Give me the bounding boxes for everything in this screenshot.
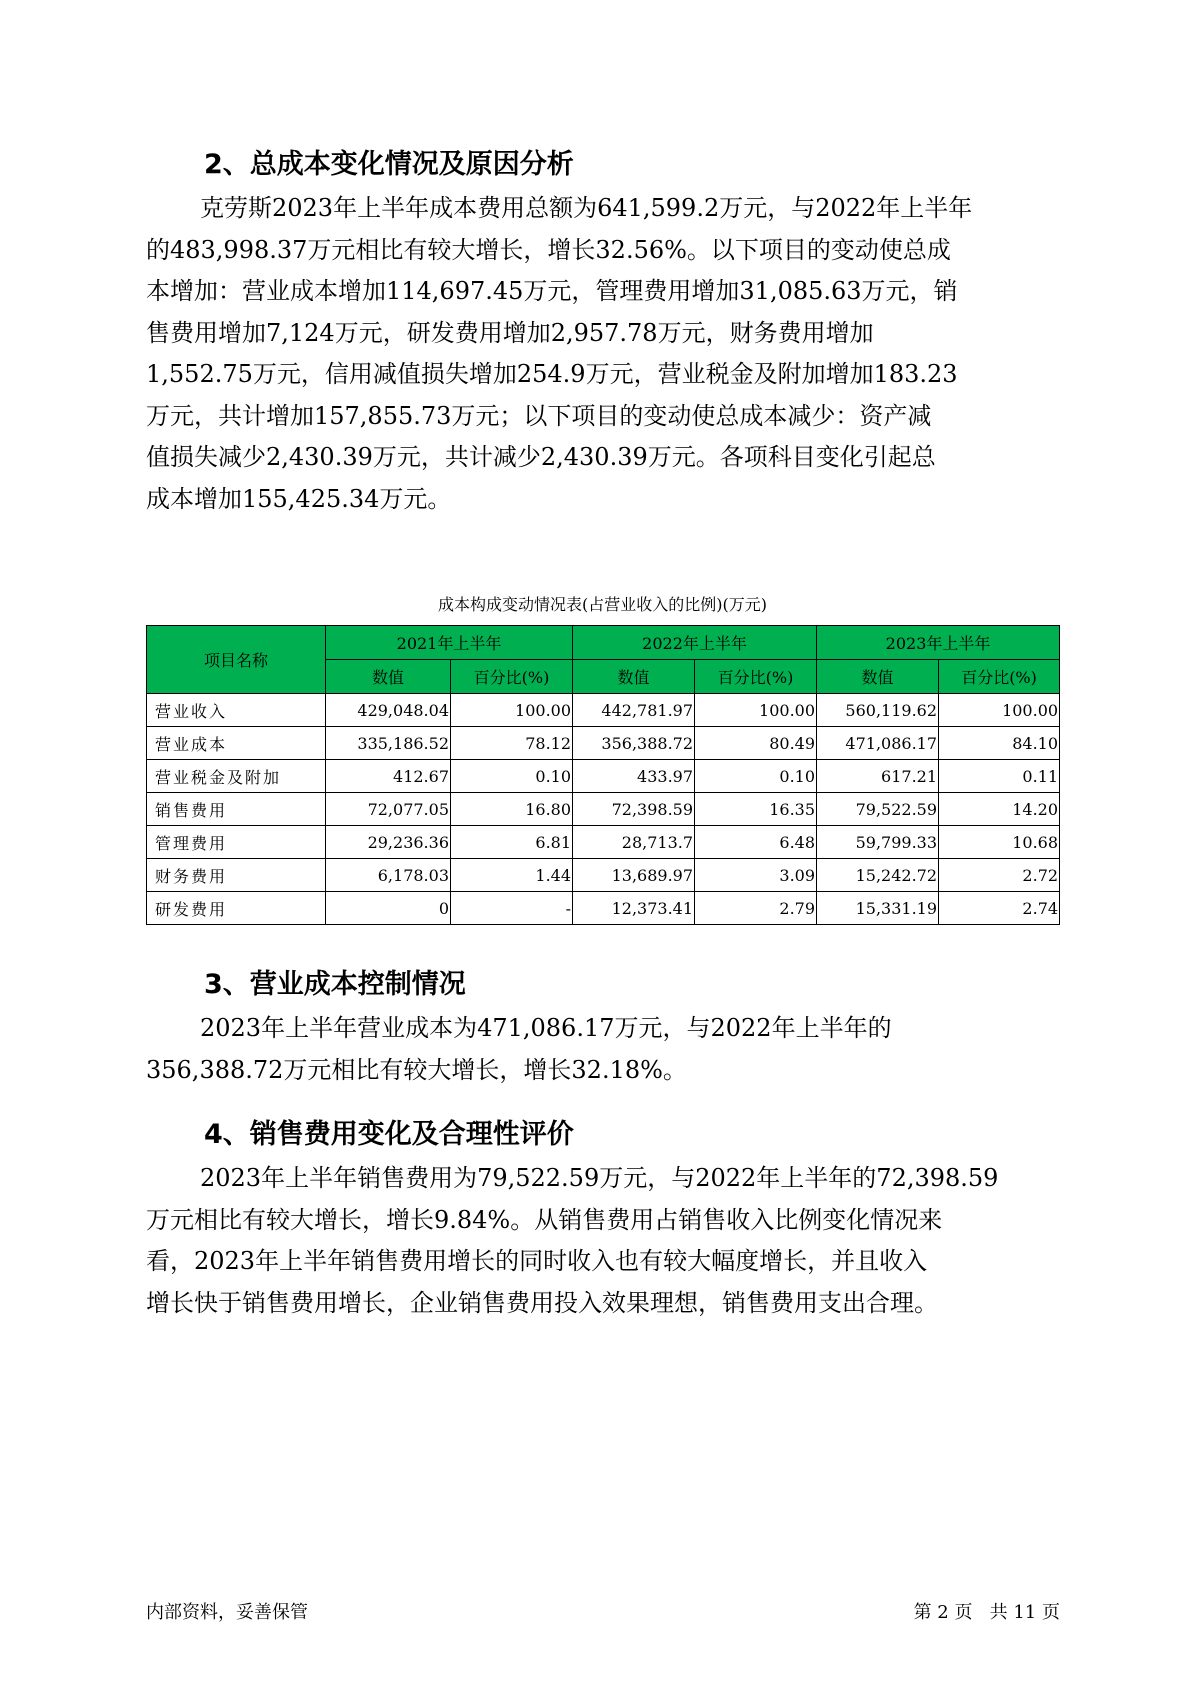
value-2023: 617.21 (817, 760, 939, 793)
value-2021: 335,186.52 (326, 727, 451, 760)
section-4-heading: 4、销售费用变化及合理性评价 (204, 1119, 574, 1150)
sub-header-value: 数值 (326, 660, 451, 694)
sub-header-percent: 百分比(%) (451, 660, 573, 694)
sub-header-percent: 百分比(%) (939, 660, 1060, 694)
row-name: 财务费用 (147, 859, 326, 892)
value-2022: 442,781.97 (573, 694, 695, 727)
value-2021: 29,236.36 (326, 826, 451, 859)
sub-header-value: 数值 (817, 660, 939, 694)
value-2021: 429,048.04 (326, 694, 451, 727)
section-2-paragraph (146, 188, 1066, 520)
percent-2023: 84.10 (939, 727, 1060, 760)
percent-2023: 100.00 (939, 694, 1060, 727)
paragraph-line: 356,388.72万元相比有较大增长，增长32.18%。 (146, 1055, 687, 1084)
section-2-heading: 2、总成本变化情况及原因分析 (204, 149, 574, 180)
paragraph-line: 售费用增加7,124万元，研发费用增加2,957.78万元，财务费用增加 (146, 318, 874, 347)
value-2021: 0 (326, 892, 451, 925)
row-name: 营业成本 (147, 727, 326, 760)
item-name-header: 项目名称 (147, 626, 326, 694)
year-header-2023: 2023年上半年 (817, 626, 1060, 660)
percent-2021: - (451, 892, 573, 925)
value-2022: 12,373.41 (573, 892, 695, 925)
value-2023: 560,119.62 (817, 694, 939, 727)
percent-2021: 100.00 (451, 694, 573, 727)
section-3-heading: 3、营业成本控制情况 (204, 969, 466, 1000)
percent-2021: 78.12 (451, 727, 573, 760)
row-name: 营业收入 (147, 694, 326, 727)
percent-2021: 1.44 (451, 859, 573, 892)
percent-2021: 16.80 (451, 793, 573, 826)
paragraph-line: 万元相比有较大增长，增长9.84%。从销售费用占销售收入比例变化情况来 (146, 1205, 943, 1234)
value-2023: 79,522.59 (817, 793, 939, 826)
footer-confidential-note: 内部资料，妥善保管 (146, 1602, 308, 1623)
paragraph-line: 万元，共计增加157,855.73万元；以下项目的变动使总成本减少：资产减 (146, 401, 932, 430)
paragraph-line: 增长快于销售费用增长，企业销售费用投入效果理想，销售费用支出合理。 (146, 1288, 938, 1317)
value-2023: 15,331.19 (817, 892, 939, 925)
value-2021: 72,077.05 (326, 793, 451, 826)
percent-2022: 0.10 (695, 760, 817, 793)
value-2021: 412.67 (326, 760, 451, 793)
percent-2022: 80.49 (695, 727, 817, 760)
value-2023: 471,086.17 (817, 727, 939, 760)
row-name: 销售费用 (147, 793, 326, 826)
percent-2022: 100.00 (695, 694, 817, 727)
value-2022: 13,689.97 (573, 859, 695, 892)
value-2022: 433.97 (573, 760, 695, 793)
cost-structure-table (146, 625, 1060, 925)
table-row (147, 760, 1060, 793)
table-row (147, 727, 1060, 760)
percent-2023: 14.20 (939, 793, 1060, 826)
paragraph-line: 值损失减少2,430.39万元，共计减少2,430.39万元。各项科目变化引起总 (146, 443, 936, 471)
table-row (147, 892, 1060, 925)
table-caption: 成本构成变动情况表(占营业收入的比例)(万元) (438, 595, 767, 614)
value-2023: 59,799.33 (817, 826, 939, 859)
paragraph-line: 的483,998.37万元相比有较大增长，增长32.56%。以下项目的变动使总成 (146, 235, 951, 264)
percent-2021: 6.81 (451, 826, 573, 859)
value-2022: 72,398.59 (573, 793, 695, 826)
percent-2022: 16.35 (695, 793, 817, 826)
value-2023: 15,242.72 (817, 859, 939, 892)
table-row (147, 826, 1060, 859)
year-header-2022: 2022年上半年 (573, 626, 817, 660)
paragraph-line: 看，2023年上半年销售费用增长的同时收入也有较大幅度增长，并且收入 (146, 1247, 928, 1275)
paragraph-line: 2023年上半年营业成本为471,086.17万元，与2022年上半年的 (200, 1014, 892, 1042)
row-name: 研发费用 (147, 892, 326, 925)
percent-2022: 2.79 (695, 892, 817, 925)
percent-2023: 10.68 (939, 826, 1060, 859)
percent-2023: 2.72 (939, 859, 1060, 892)
paragraph-line: 1,552.75万元，信用减值损失增加254.9万元，营业税金及附加增加183.23 (146, 360, 958, 388)
table-row (147, 793, 1060, 826)
value-2022: 28,713.7 (573, 826, 695, 859)
section-3-paragraph (146, 1008, 1066, 1091)
percent-2022: 6.48 (695, 826, 817, 859)
table-row (147, 694, 1060, 727)
percent-2023: 0.11 (939, 760, 1060, 793)
paragraph-line: 成本增加155,425.34万元。 (146, 484, 452, 513)
footer-page-number: 第 2 页 共 11 页 (913, 1602, 1060, 1623)
sub-header-value: 数值 (573, 660, 695, 694)
table-row (147, 859, 1060, 892)
percent-2023: 2.74 (939, 892, 1060, 925)
section-4-paragraph (146, 1158, 1066, 1324)
percent-2022: 3.09 (695, 859, 817, 892)
sub-header-percent: 百分比(%) (695, 660, 817, 694)
paragraph-line: 克劳斯2023年上半年成本费用总额为641,599.2万元，与2022年上半年 (200, 194, 973, 222)
value-2021: 6,178.03 (326, 859, 451, 892)
row-name: 营业税金及附加 (147, 760, 326, 793)
row-name: 管理费用 (147, 826, 326, 859)
percent-2021: 0.10 (451, 760, 573, 793)
paragraph-line: 2023年上半年销售费用为79,522.59万元，与2022年上半年的72,398.59 (200, 1164, 999, 1192)
value-2022: 356,388.72 (573, 727, 695, 760)
year-header-2021: 2021年上半年 (326, 626, 573, 660)
paragraph-line: 本增加：营业成本增加114,697.45万元，管理费用增加31,085.63万元，销 (146, 277, 958, 305)
